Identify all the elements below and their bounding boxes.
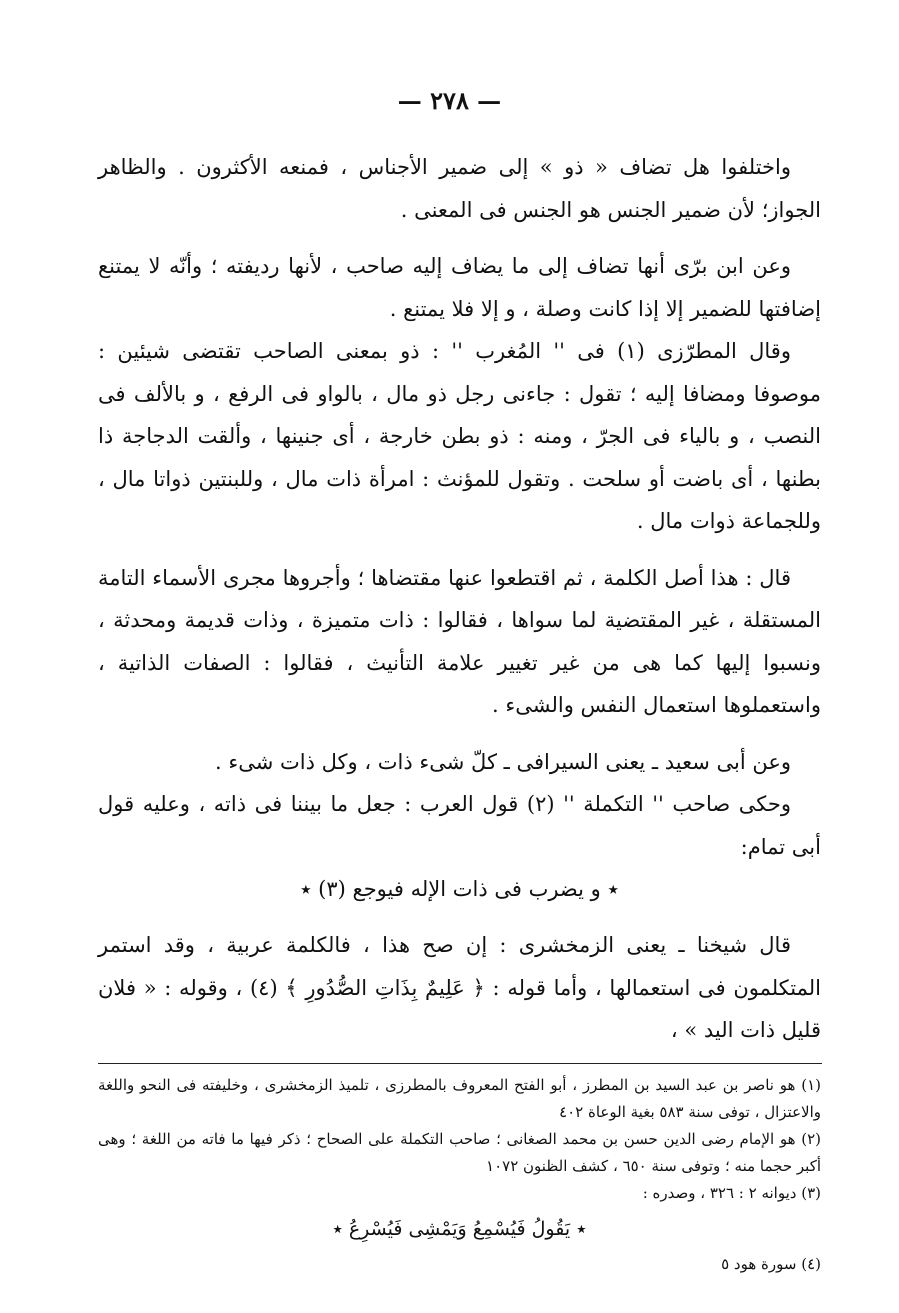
poetry-verse: ٭ و يضرب فى ذات الإله فيوجع (٣) ٭ — [300, 877, 619, 901]
footnotes — [98, 1072, 821, 1278]
footnote-3: (٣) ديوانه ٢ : ٣٢٦ ، وصدره : — [642, 1184, 821, 1202]
footnote-divider — [98, 1063, 822, 1064]
paragraph-5: وعن أبى سعيد ـ يعنى السيرافى ـ كلّ شىء ذات ، وكل ذات شىء . — [214, 749, 791, 774]
footnote-2: (٢) هو الإمام رضى الدين حسن بن محمد الصغانى ؛ صاحب التكملة على الصحاح ؛ ذكر فيها ما فاته من اللغة ؛ وهى أكبر حجما منه ؛ وتوفى سنة ٦٥٠ ، كشف الظنون ١٠٧٢ — [98, 1130, 821, 1175]
paragraph-4: قال : هذا أصل الكلمة ، ثم اقتطعوا عنها مقتضاها ؛ وأجروها مجرى الأسماء التامة المستقلة ، غير المقتضية لما سواها ، فقالوا : ذات متميزة ، وذات قديمة ومحدثة ، ونسبوا إليها كما هى من غير تغيير علامة التأنيث ، فقالوا : الصفات الذاتية ، واستعملوها استعمال النفس والشىء . — [98, 565, 821, 717]
paragraph-2: وعن ابن برّى أنها تضاف إلى ما يضاف إليه صاحب ، لأنها رديفته ؛ وأنّه لا يمتنع إضافتها للضمير إلا إذا كانت وصلة ، و إلا فلا يمتنع . — [98, 254, 821, 321]
paragraph-3: وقال المطرّزى (١) فى '' المُغرب '' : ذو بمعنى الصاحب تقتضى شيئين : موصوفا ومضافا إليه ؛ تقول : جاءنى رجل ذو مال ، بالواو فى الرفع ، و بالألف فى النصب ، و بالياء فى الجرّ ، ومنه : ذو بطن خارجة ، أى جنينها ، وألقت الدجاجة ذا بطنها ، أى باضت أو سلحت . وتقول للمؤنث : امرأة ذات مال ، وللبنتين ذواتا مال ، وللجماعة ذوات مال . — [98, 339, 821, 533]
page-number: — ٢٧٨ — — [397, 86, 502, 115]
paragraph-6: وحكى صاحب '' التكملة '' (٢) قول العرب : جعل ما بيننا فى ذاته ، وعليه قول أبى تمام: — [98, 792, 821, 859]
footnote-4: (٤) سورة هود ٥ — [721, 1255, 821, 1273]
footnote-1: (١) هو ناصر بن عبد السيد بن المطرز ، أبو الفتح المعروف بالمطرزى ، تلميذ الزمخشرى ، وخليفته فى النحو واللغة والاعتزال ، توفى سنة ٥٨٣ بغية الوعاة ٤٠٢ — [98, 1076, 821, 1121]
paragraph-7: قال شيخنا ـ يعنى الزمخشرى : إن صح هذا ، فالكلمة عربية ، وقد استمر المتكلمون فى استعمالها ، وأما قوله : ﴿ عَلِيمٌ بِذَاتِ الصُّدُورِ ﴾ (٤) ، وقوله : « فلان قليل ذات اليد » ، — [98, 933, 821, 1042]
main-text — [98, 146, 821, 1052]
footnote-verse: ٭ يَقُولُ فَيُسْمِعُ وَيَمْشِى فَيُسْرِعُ ٭ — [332, 1218, 587, 1240]
paragraph-1: واختلفوا هل تضاف « ذو » إلى ضمير الأجناس ، فمنعه الأكثرون . والظاهر الجواز؛ لأن ضمير الجنس هو الجنس فى المعنى . — [98, 155, 821, 222]
